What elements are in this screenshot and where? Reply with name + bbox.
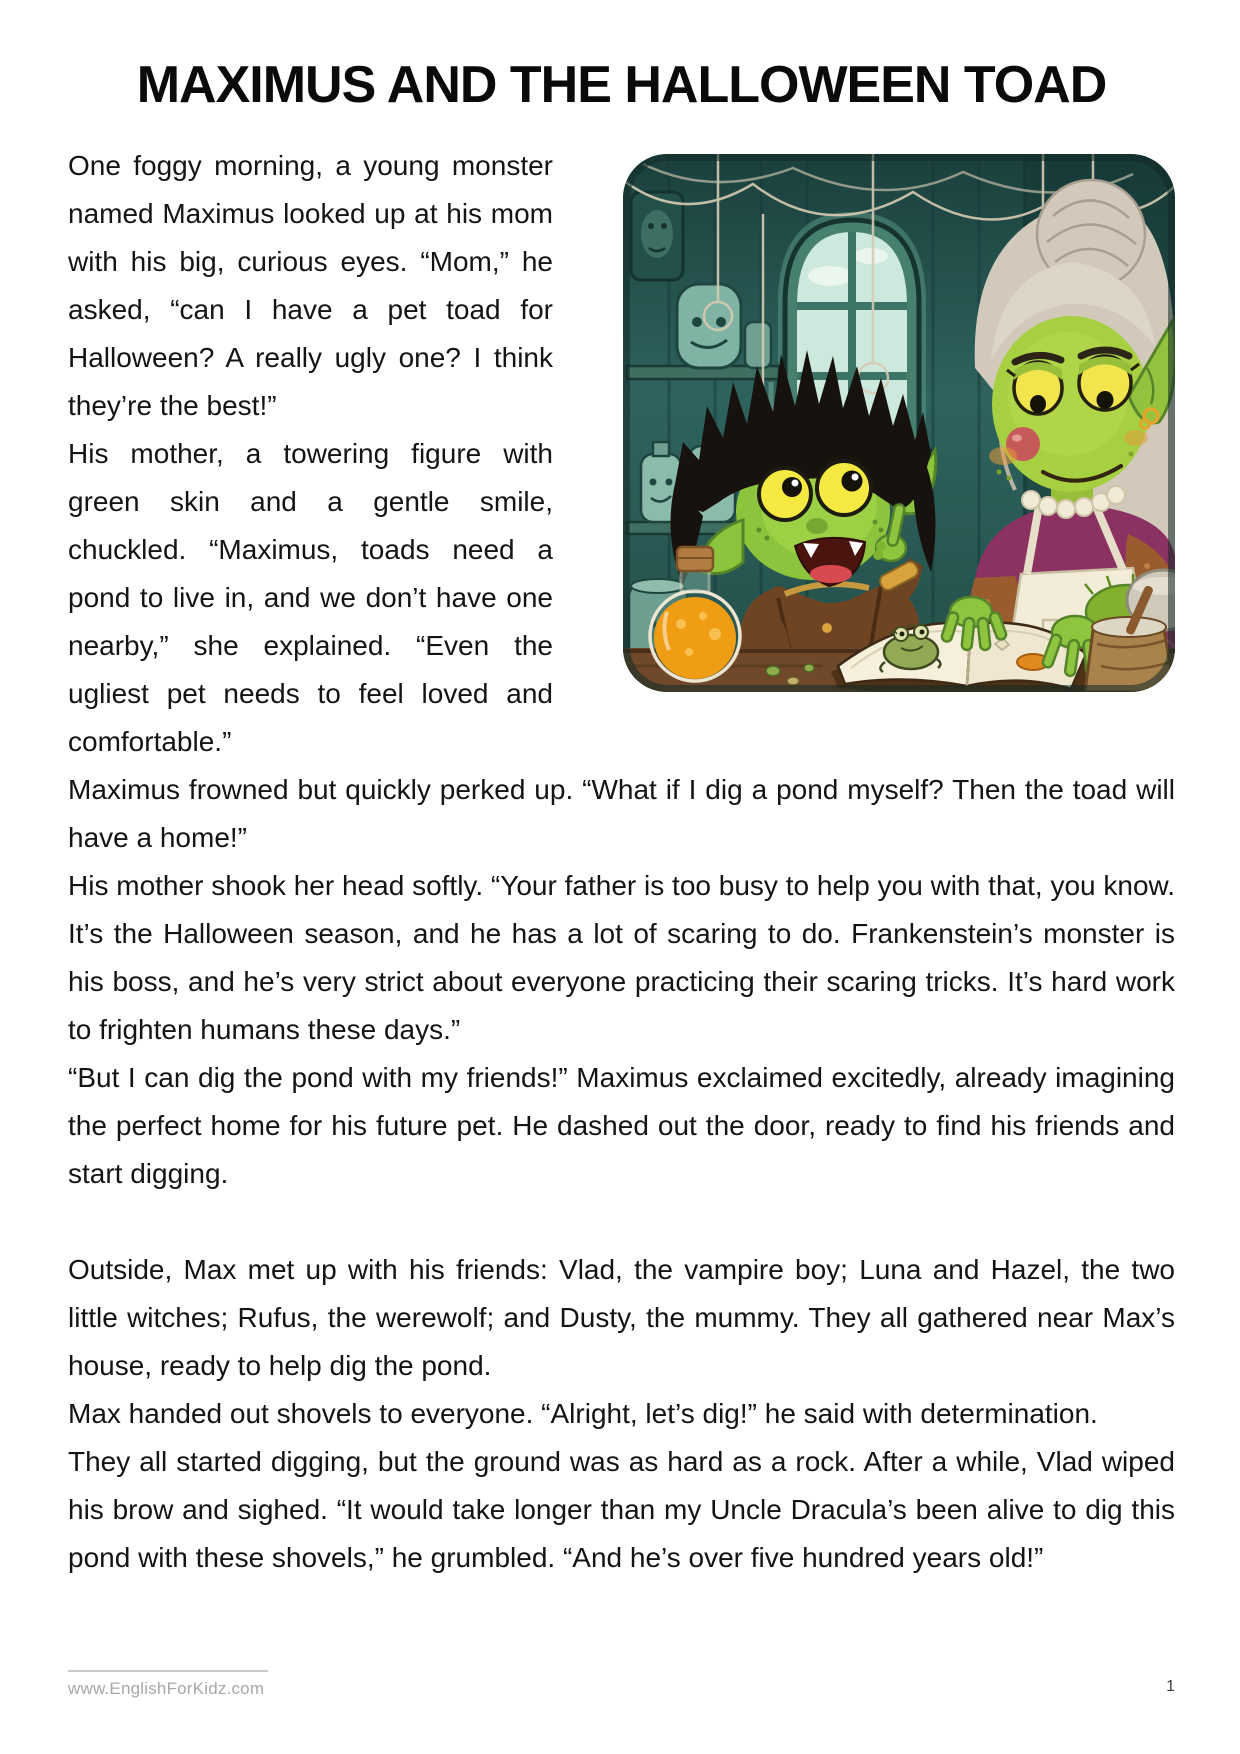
page-number: 1	[1166, 1678, 1175, 1695]
story-text	[68, 142, 1175, 1582]
page-title: MAXIMUS AND THE HALLOWEEN TOAD	[136, 56, 1107, 114]
carved-mask	[631, 192, 683, 280]
story-paragraph: Maximus frowned but quickly perked up. “What if I dig a pond myself? Then the toad will have a home!”	[68, 773, 1175, 853]
footer-website: www.EnglishForKidz.com	[68, 1679, 265, 1698]
story-paragraph: Max handed out shovels to everyone. “Alright, let’s dig!” he said with determination.	[68, 1397, 1098, 1429]
story-paragraph: His mother shook her head softly. “Your father is too busy to help you with that, you know. It’s the Halloween season, and he has a lot of scaring to do. Frankenstein’s monster is his boss, and he’s very strict about everyone practicing their scaring tricks. It’s hard work to frighten humans these days.”	[68, 869, 1175, 1045]
story-illustration	[623, 154, 1175, 692]
story-paragraph: “But I can dig the pond with my friends!” Maximus exclaimed excitedly, already imagining the perfect home for his future pet. He dashed out the door, ready to find his friends and start digging.	[68, 1061, 1175, 1189]
page-footer	[68, 1670, 1175, 1730]
story-paragraph: One foggy morning, a young monster named Maximus looked up at his mom with his big, curious eyes. “Mom,” he asked, “can I have a pet toad for Halloween? A really ugly one? I think they’re the best!”	[68, 149, 553, 421]
story-paragraph: Outside, Max met up with his friends: Vlad, the vampire boy; Luna and Hazel, the two little witches; Rufus, the werewolf; and Dusty, the mummy. They all gathered near Max’s house, ready to help dig the pond.	[68, 1253, 1175, 1381]
footer-rule	[68, 1670, 268, 1672]
story-paragraph: His mother, a towering figure with green skin and a gentle smile, chuckled. “Maximus, toads need a pond to live in, and we don’t have one nearby,” she explained. “Even the ugliest pet needs to feel loved and comfortable.”	[68, 437, 553, 757]
story-paragraph: They all started digging, but the ground was as hard as a rock. After a while, Vlad wiped his brow and sighed. “It would take longer than my Uncle Dracula’s been alive to dig this pond with these shovels,” he grumbled. “And he’s over five hundred years old!”	[68, 1445, 1175, 1573]
